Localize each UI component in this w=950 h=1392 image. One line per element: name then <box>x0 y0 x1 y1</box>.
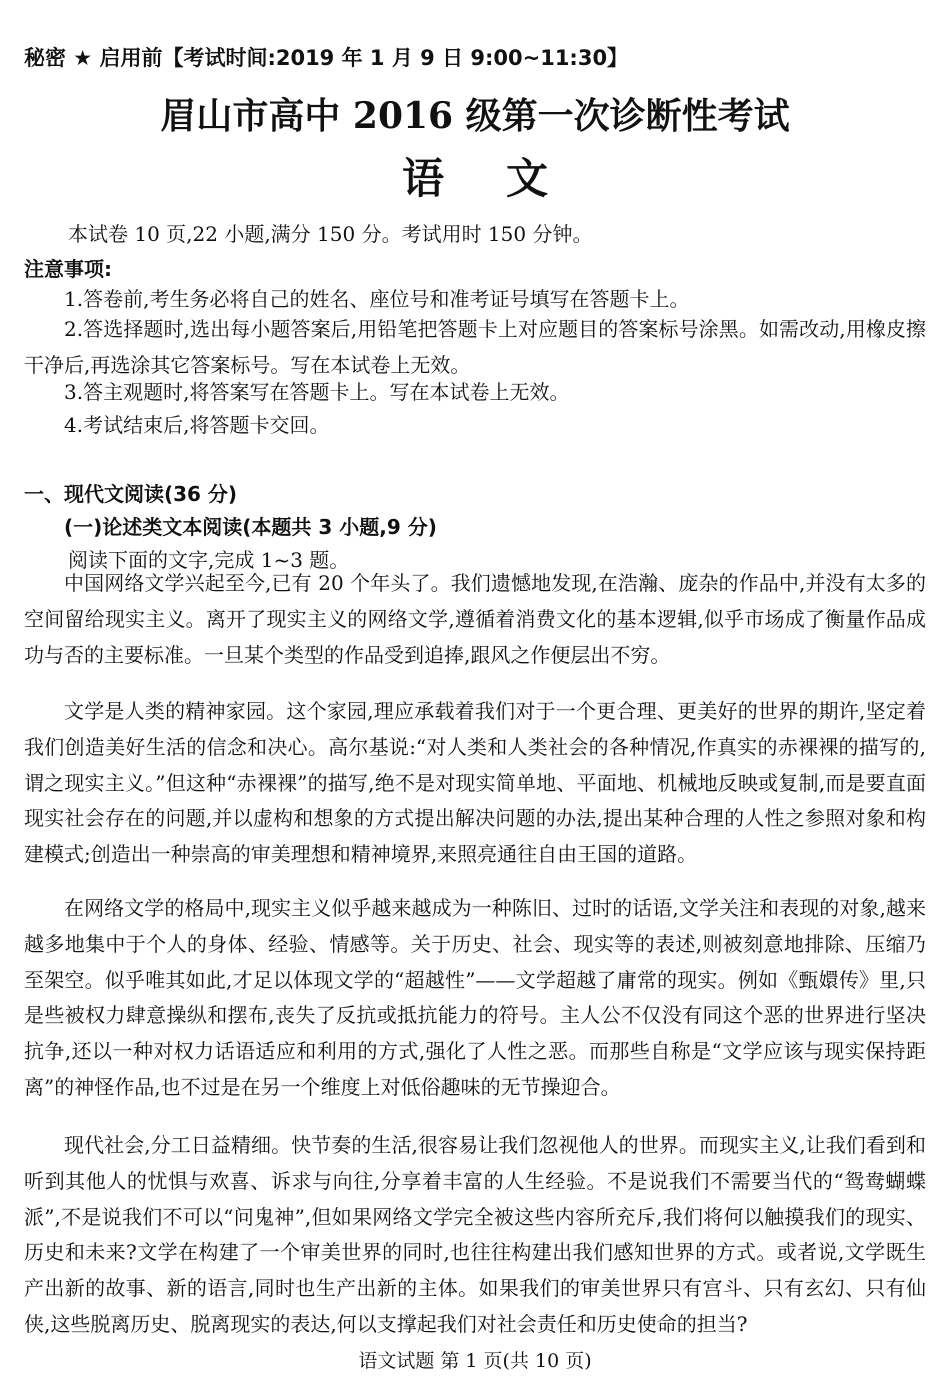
sub-section-heading: (一)论述类文本阅读(本题共 3 小题,9 分) <box>64 515 437 539</box>
confidential-header: 秘密 ★ 启用前【考试时间:2019 年 1 月 9 日 9:00~11:30】 <box>24 46 629 70</box>
section-heading: 一、现代文阅读(36 分) <box>24 482 238 506</box>
exam-info: 本试卷 10 页,22 小题,满分 150 分。考试用时 150 分钟。 <box>68 222 593 246</box>
article-paragraph-1: 中国网络文学兴起至今,已有 20 个年头了。我们遗憾地发现,在浩瀚、庞杂的作品中,并没有太多的空间留给现实主义。离开了现实主义的网络文学,遵循着消费文化的基本逻辑,似乎市场成了衡量作品成功与否的主要标准。一旦某个类型的作品受到追捧,跟风之作便层出不穷。 <box>24 571 926 667</box>
reading-instruction: 阅读下面的文字,完成 1~3 题。 <box>68 548 350 572</box>
page-footer: 语文试题 第 1 页(共 10 页) <box>358 1350 592 1372</box>
notice-item-3: 3.答主观题时,将答案写在答题卡上。写在本试卷上无效。 <box>64 380 570 404</box>
notice-item-2: 2.答选择题时,选出每小题答案后,用铅笔把答题卡上对应题目的答案标号涂黑。如需改动,用橡皮擦干净后,再选涂其它答案标号。写在本试卷上无效。 <box>24 317 926 377</box>
notice-heading: 注意事项: <box>24 257 112 281</box>
article-paragraph-4: 现代社会,分工日益精细。快节奏的生活,很容易让我们忽视他人的世界。而现实主义,让我们看到和听到其他人的忧惧与欢喜、诉求与向往,分享着丰富的人生经验。不是说我们不需要当代的“鸳鸯蝴蝶派”,不是说我们不可以“问鬼神”,但如果网络文学完全被这些内容所充斥,我们将何以触摸我们的现实、历史和未来?文学在构建了一个审美世界的同时,也往往构建出我们感知世界的方式。或者说,文学既生产出新的故事、新的语言,同时也生产出新的主体。如果我们的审美世界只有宫斗、只有玄幻、只有仙侠,这些脱离历史、脱离现实的表达,何以支撑起我们对社会责任和历史使命的担当? <box>24 1133 926 1336</box>
notice-item-4: 4.考试结束后,将答题卡交回。 <box>64 413 330 437</box>
article-paragraph-2: 文学是人类的精神家园。这个家园,理应承载着我们对于一个更合理、更美好的世界的期许,坚定着我们创造美好生活的信念和决心。高尔基说:“对人类和人类社会的各种情况,作真实的赤裸裸的描写的,谓之现实主义。”但这种“赤裸裸”的描写,绝不是对现实简单地、平面地、机械地反映或复制,而是要直面现实社会存在的问题,并以虚构和想象的方式提出解决问题的办法,提出某种合理的人性之参照对象和构建模式;创造出一种崇高的审美理想和精神境界,来照亮通往自由王国的道路。 <box>24 699 926 867</box>
subject-title: 语文 <box>401 154 610 203</box>
exam-title: 眉山市高中 2016 级第一次诊断性考试 <box>160 95 790 137</box>
notice-item-1: 1.答卷前,考生务必将自己的姓名、座位号和准考证号填写在答题卡上。 <box>64 287 690 311</box>
article-paragraph-3: 在网络文学的格局中,现实主义似乎越来越成为一种陈旧、过时的话语,文学关注和表现的对象,越来越多地集中于个人的身体、经验、情感等。关于历史、社会、现实等的表述,则被刻意地排除、压缩乃至架空。似乎唯其如此,才足以体现文学的“超越性”——文学超越了庸常的现实。例如《甄嬛传》里,只是些被权力肆意操纵和摆布,丧失了反抗或抵抗能力的符号。主人公不仅没有同这个恶的世界进行坚决抗争,还以一种对权力话语适应和利用的方式,强化了人性之恶。而那些自称是“文学应该与现实保持距离”的神怪作品,也不过是在另一个维度上对低俗趣味的无节操迎合。 <box>24 896 926 1099</box>
